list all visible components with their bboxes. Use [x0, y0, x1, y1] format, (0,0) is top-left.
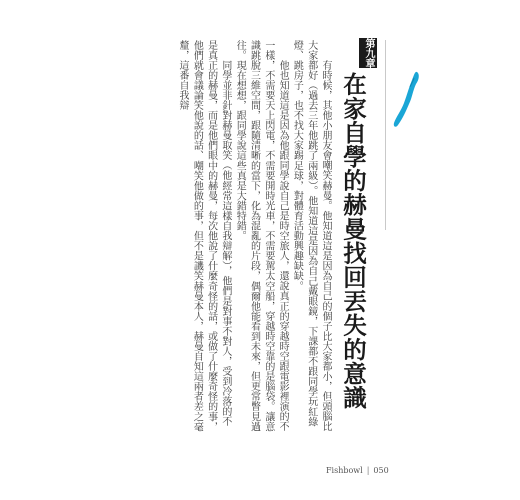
paragraph: 他也知道這是因為他跟同學說自己是時空旅人，還說真正的穿越時空跟電影裡演的不一樣，不需要天上閃電，不需要開時光車，不需要駕太空船，穿越時空靠的是腦袋。讓意識跳脫三維空間，跟隨清晰的當下，化為混亂的片段，偶爾他能看到未來，但更常瞥見過往。現在想想，跟同學說這些真是大錯特錯。 — [234, 40, 289, 432]
title-divider — [385, 40, 386, 230]
chapter-title: 在家自學的赫曼找回丟失的意識 — [339, 72, 367, 410]
footer-separator: | — [366, 465, 370, 475]
body-text — [104, 40, 332, 432]
blue-brush-stroke-decoration — [392, 70, 424, 130]
paragraph: 有時候，其他小朋友會嘲笑赫曼。他知道這是因為自己的個子比大家都小，但頭腦比大家都好（過去三年他跳了兩級）。他知道這是因為自己戴眼鏡，下課都不跟同學玩紅綠燈、跳房子，也不找大家踢足球，對體育活動興趣缺缺。 — [291, 40, 331, 432]
paragraph: 同學並非針對赫曼取笑（他經常這樣自我辯解），他們是對事不對人，受到冷落的不是真正的赫曼，而是他們眼中的赫曼，每次他說了什麼奇怪的話，或做了什麼奇怪的事，他們就會議論笑他說的話、嘲笑他做的事，但不是譏笑赫曼本人，赫曼自知這兩者差之毫釐，這番自我辯 — [177, 40, 231, 432]
page-footer — [326, 463, 389, 477]
chapter-label: 第九章 — [359, 38, 377, 68]
book-title: Fishbowl — [326, 465, 363, 475]
page-number: 050 — [373, 465, 389, 475]
